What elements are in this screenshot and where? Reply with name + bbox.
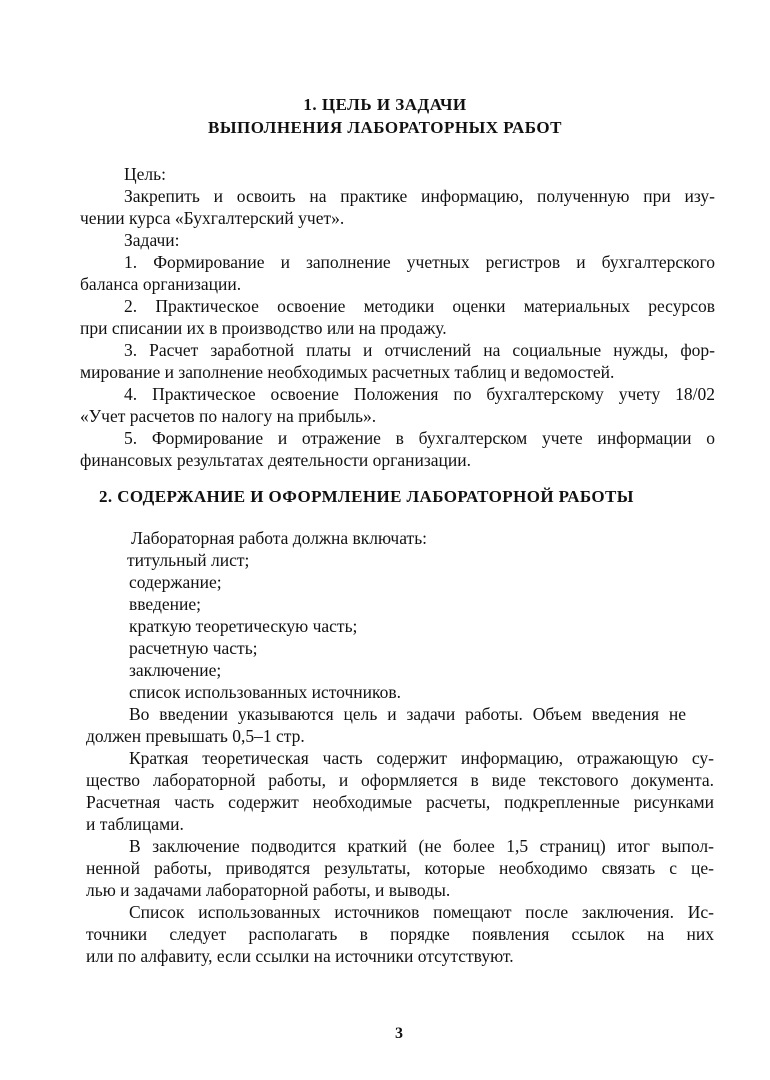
paragraph-sources-line-1: Список использованных источников помещают после заключения. Ис- xyxy=(129,902,714,922)
list-item-title-page: титульный лист; xyxy=(127,550,250,570)
paragraph-conclusion-line-2: ненной работы, приводятся результаты, которые необходимо связать с це- xyxy=(86,858,714,878)
section-2-heading: 2. СОДЕРЖАНИЕ И ОФОРМЛЕНИЕ ЛАБОРАТОРНОЙ РАБОТЫ xyxy=(99,487,634,506)
task-1-line-2: баланса организации. xyxy=(80,274,242,294)
list-item-sources: список использованных источников. xyxy=(129,682,401,702)
goal-label: Цель: xyxy=(124,164,166,184)
tasks-label: Задачи: xyxy=(124,230,180,250)
paragraph-theory-line-4: и таблицами. xyxy=(86,814,184,834)
task-3-line-2: мирование и заполнение необходимых расчетных таблиц и ведомостей. xyxy=(80,362,615,382)
paragraph-theory-line-3: Расчетная часть содержит необходимые расчеты, подкрепленные рисунками xyxy=(86,792,714,812)
paragraph-intro-line-2: должен превышать 0,5–1 стр. xyxy=(86,726,305,746)
list-item-conclusion: заключение; xyxy=(129,660,222,680)
goal-text-line-1: Закрепить и освоить на практике информацию, полученную при изу- xyxy=(124,186,715,206)
list-item-contents: содержание; xyxy=(129,572,222,592)
task-2-line-1: 2. Практическое освоение методики оценки материальных ресурсов xyxy=(124,296,715,316)
goal-text-line-2: чении курса «Бухгалтерский учет». xyxy=(80,208,345,228)
page-number: 3 xyxy=(395,1025,403,1042)
section-1-heading-line-1: 1. ЦЕЛЬ И ЗАДАЧИ xyxy=(303,95,467,114)
task-4-line-2: «Учет расчетов по налогу на прибыль». xyxy=(80,406,377,426)
paragraph-conclusion-line-1: В заключение подводится краткий (не более 1,5 страниц) итог выпол- xyxy=(129,836,714,856)
paragraph-conclusion-line-3: лью и задачами лабораторной работы, и выводы. xyxy=(86,880,451,900)
section-2-intro: Лабораторная работа должна включать: xyxy=(131,528,428,548)
task-4-line-1: 4. Практическое освоение Положения по бухгалтерскому учету 18/02 xyxy=(124,384,715,404)
task-3-line-1: 3. Расчет заработной платы и отчислений на социальные нужды, фор- xyxy=(124,340,715,360)
task-2-line-2: при списании их в производство или на продажу. xyxy=(80,318,447,338)
task-1-line-1: 1. Формирование и заполнение учетных регистров и бухгалтерского xyxy=(124,252,715,272)
list-item-calculation: расчетную часть; xyxy=(129,638,258,658)
paragraph-sources-line-3: или по алфавиту, если ссылки на источники отсутствуют. xyxy=(86,946,514,966)
paragraph-intro-line-1: Во введении указываются цель и задачи работы. Объем введения не xyxy=(129,704,686,724)
paragraph-theory-line-1: Краткая теоретическая часть содержит информацию, отражающую су- xyxy=(129,748,714,768)
paragraph-theory-line-2: щество лабораторной работы, и оформляется в виде текстового документа. xyxy=(86,770,714,790)
list-item-introduction: введение; xyxy=(129,594,201,614)
section-1-heading-line-2: ВЫПОЛНЕНИЯ ЛАБОРАТОРНЫХ РАБОТ xyxy=(208,118,562,137)
paragraph-sources-line-2: точники следует располагать в порядке появления ссылок на них xyxy=(86,924,714,944)
list-item-theory: краткую теоретическую часть; xyxy=(129,616,358,636)
task-5-line-1: 5. Формирование и отражение в бухгалтерском учете информации о xyxy=(124,428,715,448)
task-5-line-2: финансовых результатах деятельности организации. xyxy=(80,450,471,470)
